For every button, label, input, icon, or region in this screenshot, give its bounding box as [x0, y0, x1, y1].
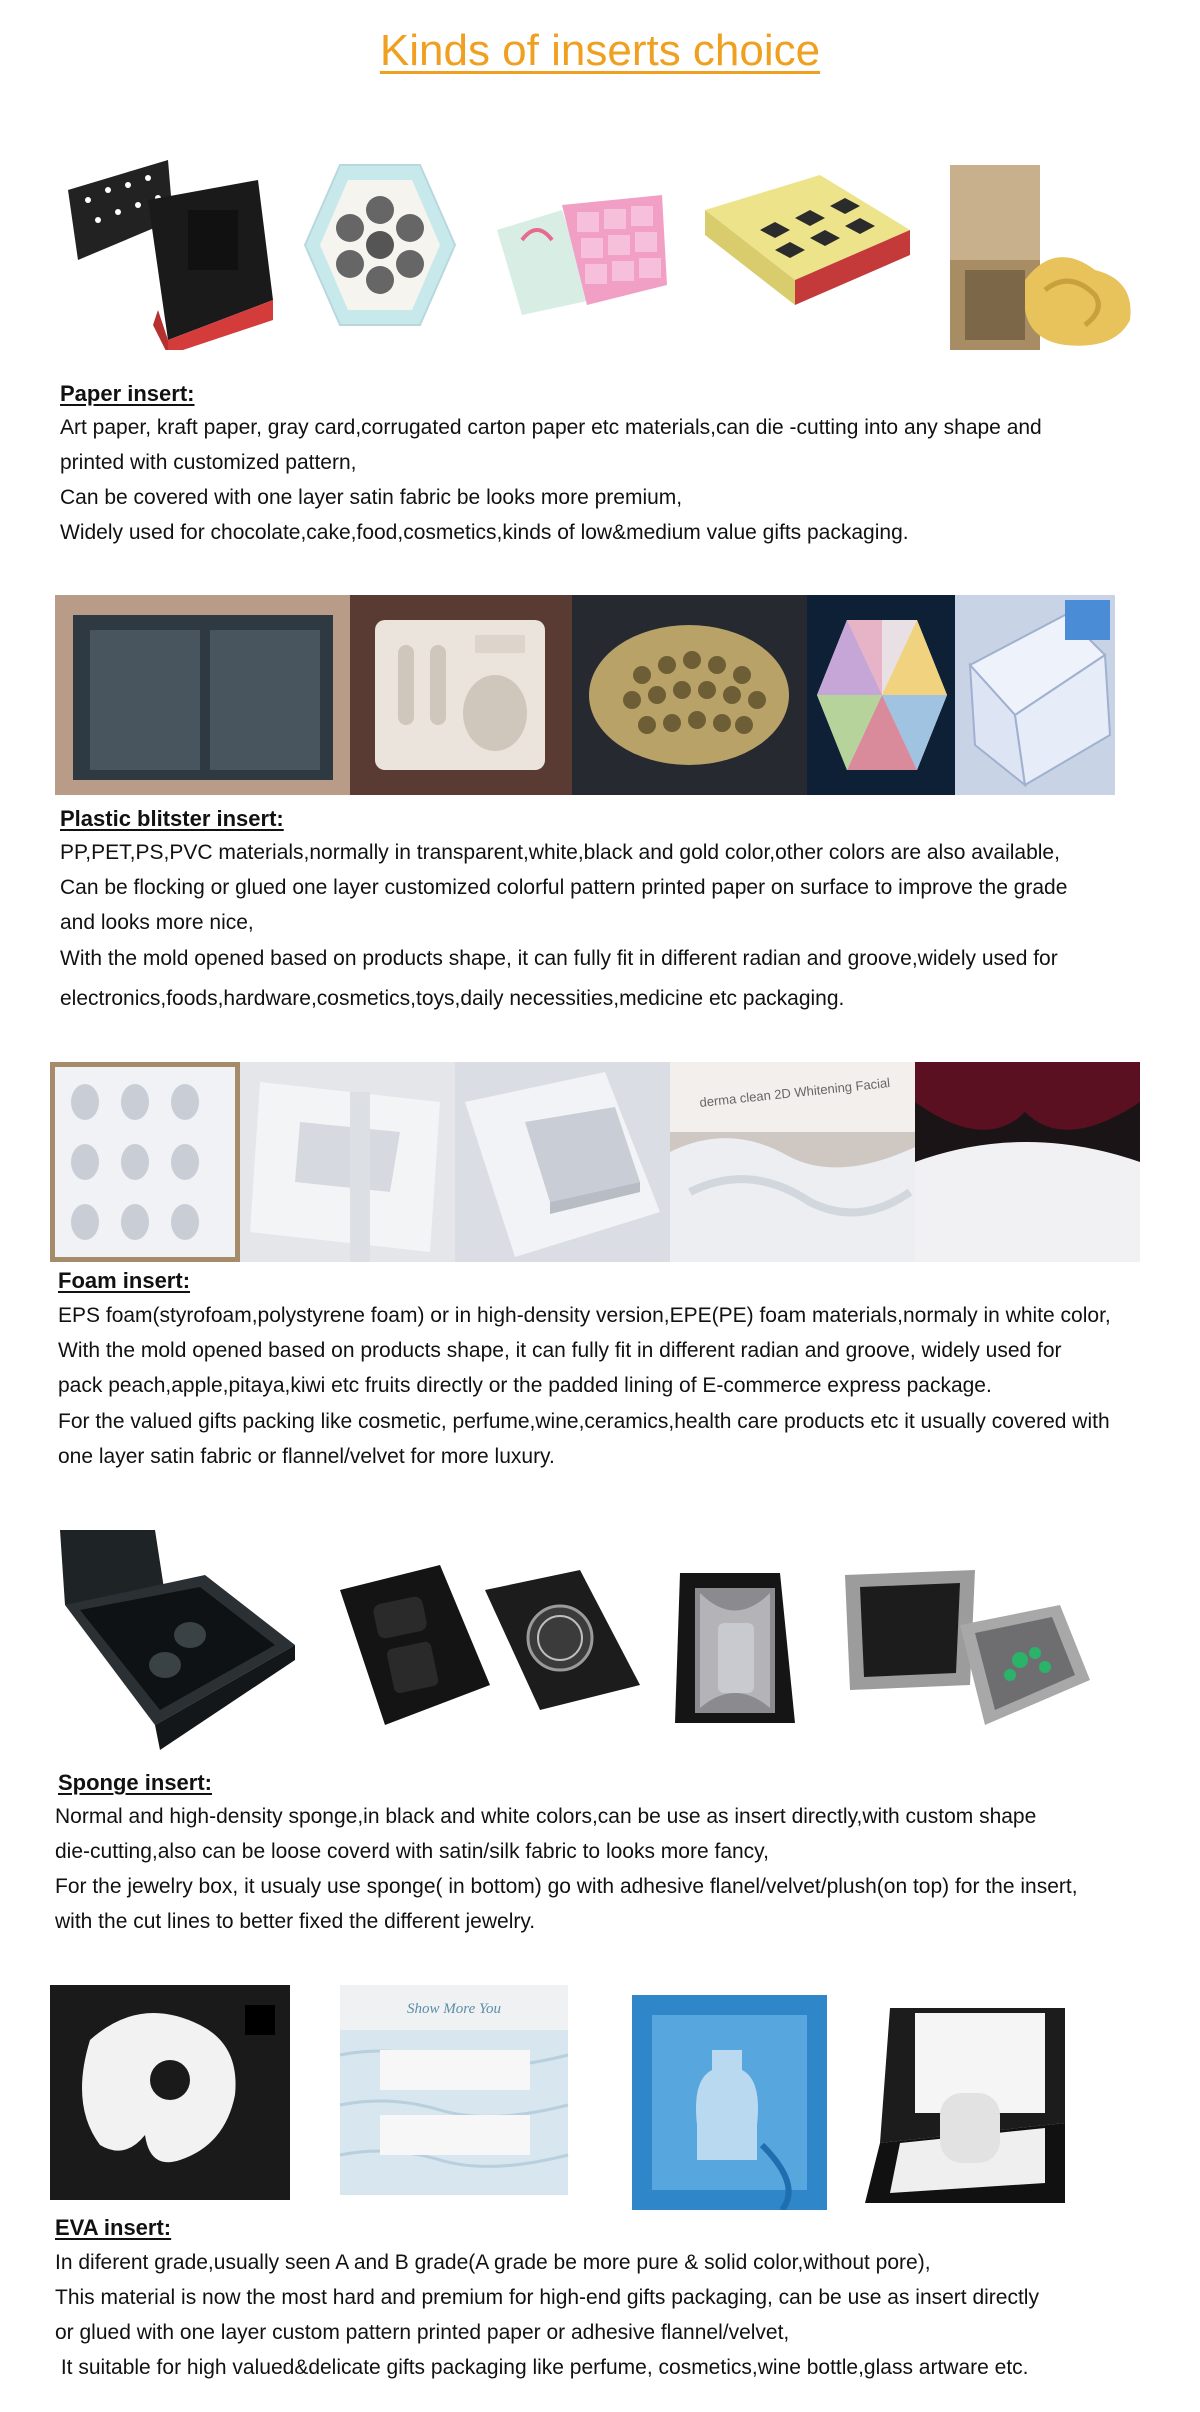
plastic-insert-line-1: PP,PET,PS,PVC materials,normally in transparent,white,black and gold color,other colors are also available, — [60, 841, 1060, 864]
foam-insert-photo-3 — [455, 1062, 670, 1262]
foam-insert-photo-2 — [240, 1062, 455, 1262]
sponge-insert-line-3: For the jewelry box, it usualy use sponge( in bottom) go with adhesive flanel/velvet/plush(on top) for the insert, — [55, 1875, 1078, 1898]
sponge-insert-heading: Sponge insert: — [58, 1770, 213, 1795]
plastic-insert-line-2: Can be flocking or glued one layer customized colorful pattern printed paper on surface to improve the grade — [60, 876, 1068, 899]
paper-insert-line-1: Art paper, kraft paper, gray card,corrugated carton paper etc materials,can die -cutting into any shape and — [60, 416, 1042, 439]
sponge-insert-line-2: die-cutting,also can be loose coverd with satin/silk fabric to looks more fancy, — [55, 1840, 769, 1863]
sponge-insert-photo-4 — [840, 1565, 1095, 1730]
plastic-insert-heading: Plastic blitster insert: — [60, 806, 284, 831]
paper-insert-line-2: printed with customized pattern, — [60, 451, 357, 474]
paper-insert-line-3: Can be covered with one layer satin fabric be looks more premium, — [60, 486, 683, 509]
foam-insert-line-4: For the valued gifts packing like cosmetic, perfume,wine,ceramics,health care products etc it usually covered with — [58, 1410, 1110, 1433]
eva-insert-line-4: It suitable for high valued&delicate gifts packaging like perfume, cosmetics,wine bottle,glass artware etc. — [55, 2356, 1029, 2379]
foam-insert-line-2: With the mold opened based on products shape, it can fully fit in different radian and groove, widely used for — [58, 1339, 1062, 1362]
eva-insert-line-1: In diferent grade,usually seen A and B grade(A grade be more pure & solid color,without pore), — [55, 2251, 931, 2274]
foam-insert-line-3: pack peach,apple,pitaya,kiwi etc fruits directly or the padded lining of E-commerce express package. — [58, 1374, 992, 1397]
plastic-insert-line-3: and looks more nice, — [60, 911, 254, 934]
plastic-insert-photo-3 — [572, 595, 807, 795]
foam-insert-photo-4 — [670, 1062, 915, 1262]
eva-insert-photo-1 — [50, 1985, 290, 2200]
eva-insert-line-3: or glued with one layer custom pattern printed paper or adhesive flannel/velvet, — [55, 2321, 790, 2344]
foam-box-print-text: derma clean 2D Whitening Facial — [698, 1075, 891, 1110]
plastic-insert-photo-1 — [55, 595, 350, 795]
foam-insert-line-1: EPS foam(styrofoam,polystyrene foam) or in high-density version,EPE(PE) foam materials,normaly in white color, — [58, 1304, 1111, 1327]
paper-insert-photo-2 — [300, 160, 460, 335]
eva-insert-line-2: This material is now the most hard and premium for high-end gifts packaging, can be use as insert directly — [55, 2286, 1039, 2309]
eva-insert-photo-2 — [330, 1985, 578, 2200]
paper-insert-line-4: Widely used for chocolate,cake,food,cosmetics,kinds of low&medium value gifts packaging. — [60, 521, 909, 544]
paper-insert-photo-4 — [700, 170, 920, 325]
page-title: Kinds of inserts choice — [379, 26, 821, 75]
sponge-insert-line-4: with the cut lines to better fixed the different jewelry. — [55, 1910, 536, 1933]
sponge-insert-photo-3 — [670, 1568, 800, 1728]
eva-insert-heading: EVA insert: — [55, 2215, 172, 2240]
foam-insert-line-5: one layer satin fabric or flannel/velvet for more luxury. — [58, 1445, 555, 1468]
eva-insert-photo-3 — [632, 1995, 827, 2210]
paper-insert-photo-5 — [945, 160, 1145, 355]
sponge-insert-photo-1 — [55, 1525, 300, 1755]
plastic-insert-photo-5 — [955, 595, 1115, 795]
sponge-insert-photo-2 — [330, 1560, 645, 1730]
paper-insert-photo-1 — [58, 150, 283, 350]
paper-insert-photo-3 — [492, 190, 672, 315]
eva-box-print-text: Show More You — [407, 2001, 501, 2017]
plastic-insert-photo-4 — [807, 595, 955, 795]
plastic-insert-line-4: With the mold opened based on products shape, it can fully fit in different radian and groove,widely used for — [60, 947, 1058, 970]
foam-insert-heading: Foam insert: — [58, 1268, 191, 1293]
foam-insert-photo-1 — [50, 1062, 240, 1262]
plastic-insert-line-5: electronics,foods,hardware,cosmetics,toys,daily necessities,medicine etc packaging. — [60, 987, 845, 1010]
foam-insert-photo-5 — [915, 1062, 1140, 1262]
plastic-insert-photo-2 — [350, 595, 572, 795]
eva-insert-photo-4 — [860, 2003, 1070, 2208]
paper-insert-heading: Paper insert: — [60, 381, 195, 406]
sponge-insert-line-1: Normal and high-density sponge,in black and white colors,can be use as insert directly,with custom shape — [55, 1805, 1037, 1828]
